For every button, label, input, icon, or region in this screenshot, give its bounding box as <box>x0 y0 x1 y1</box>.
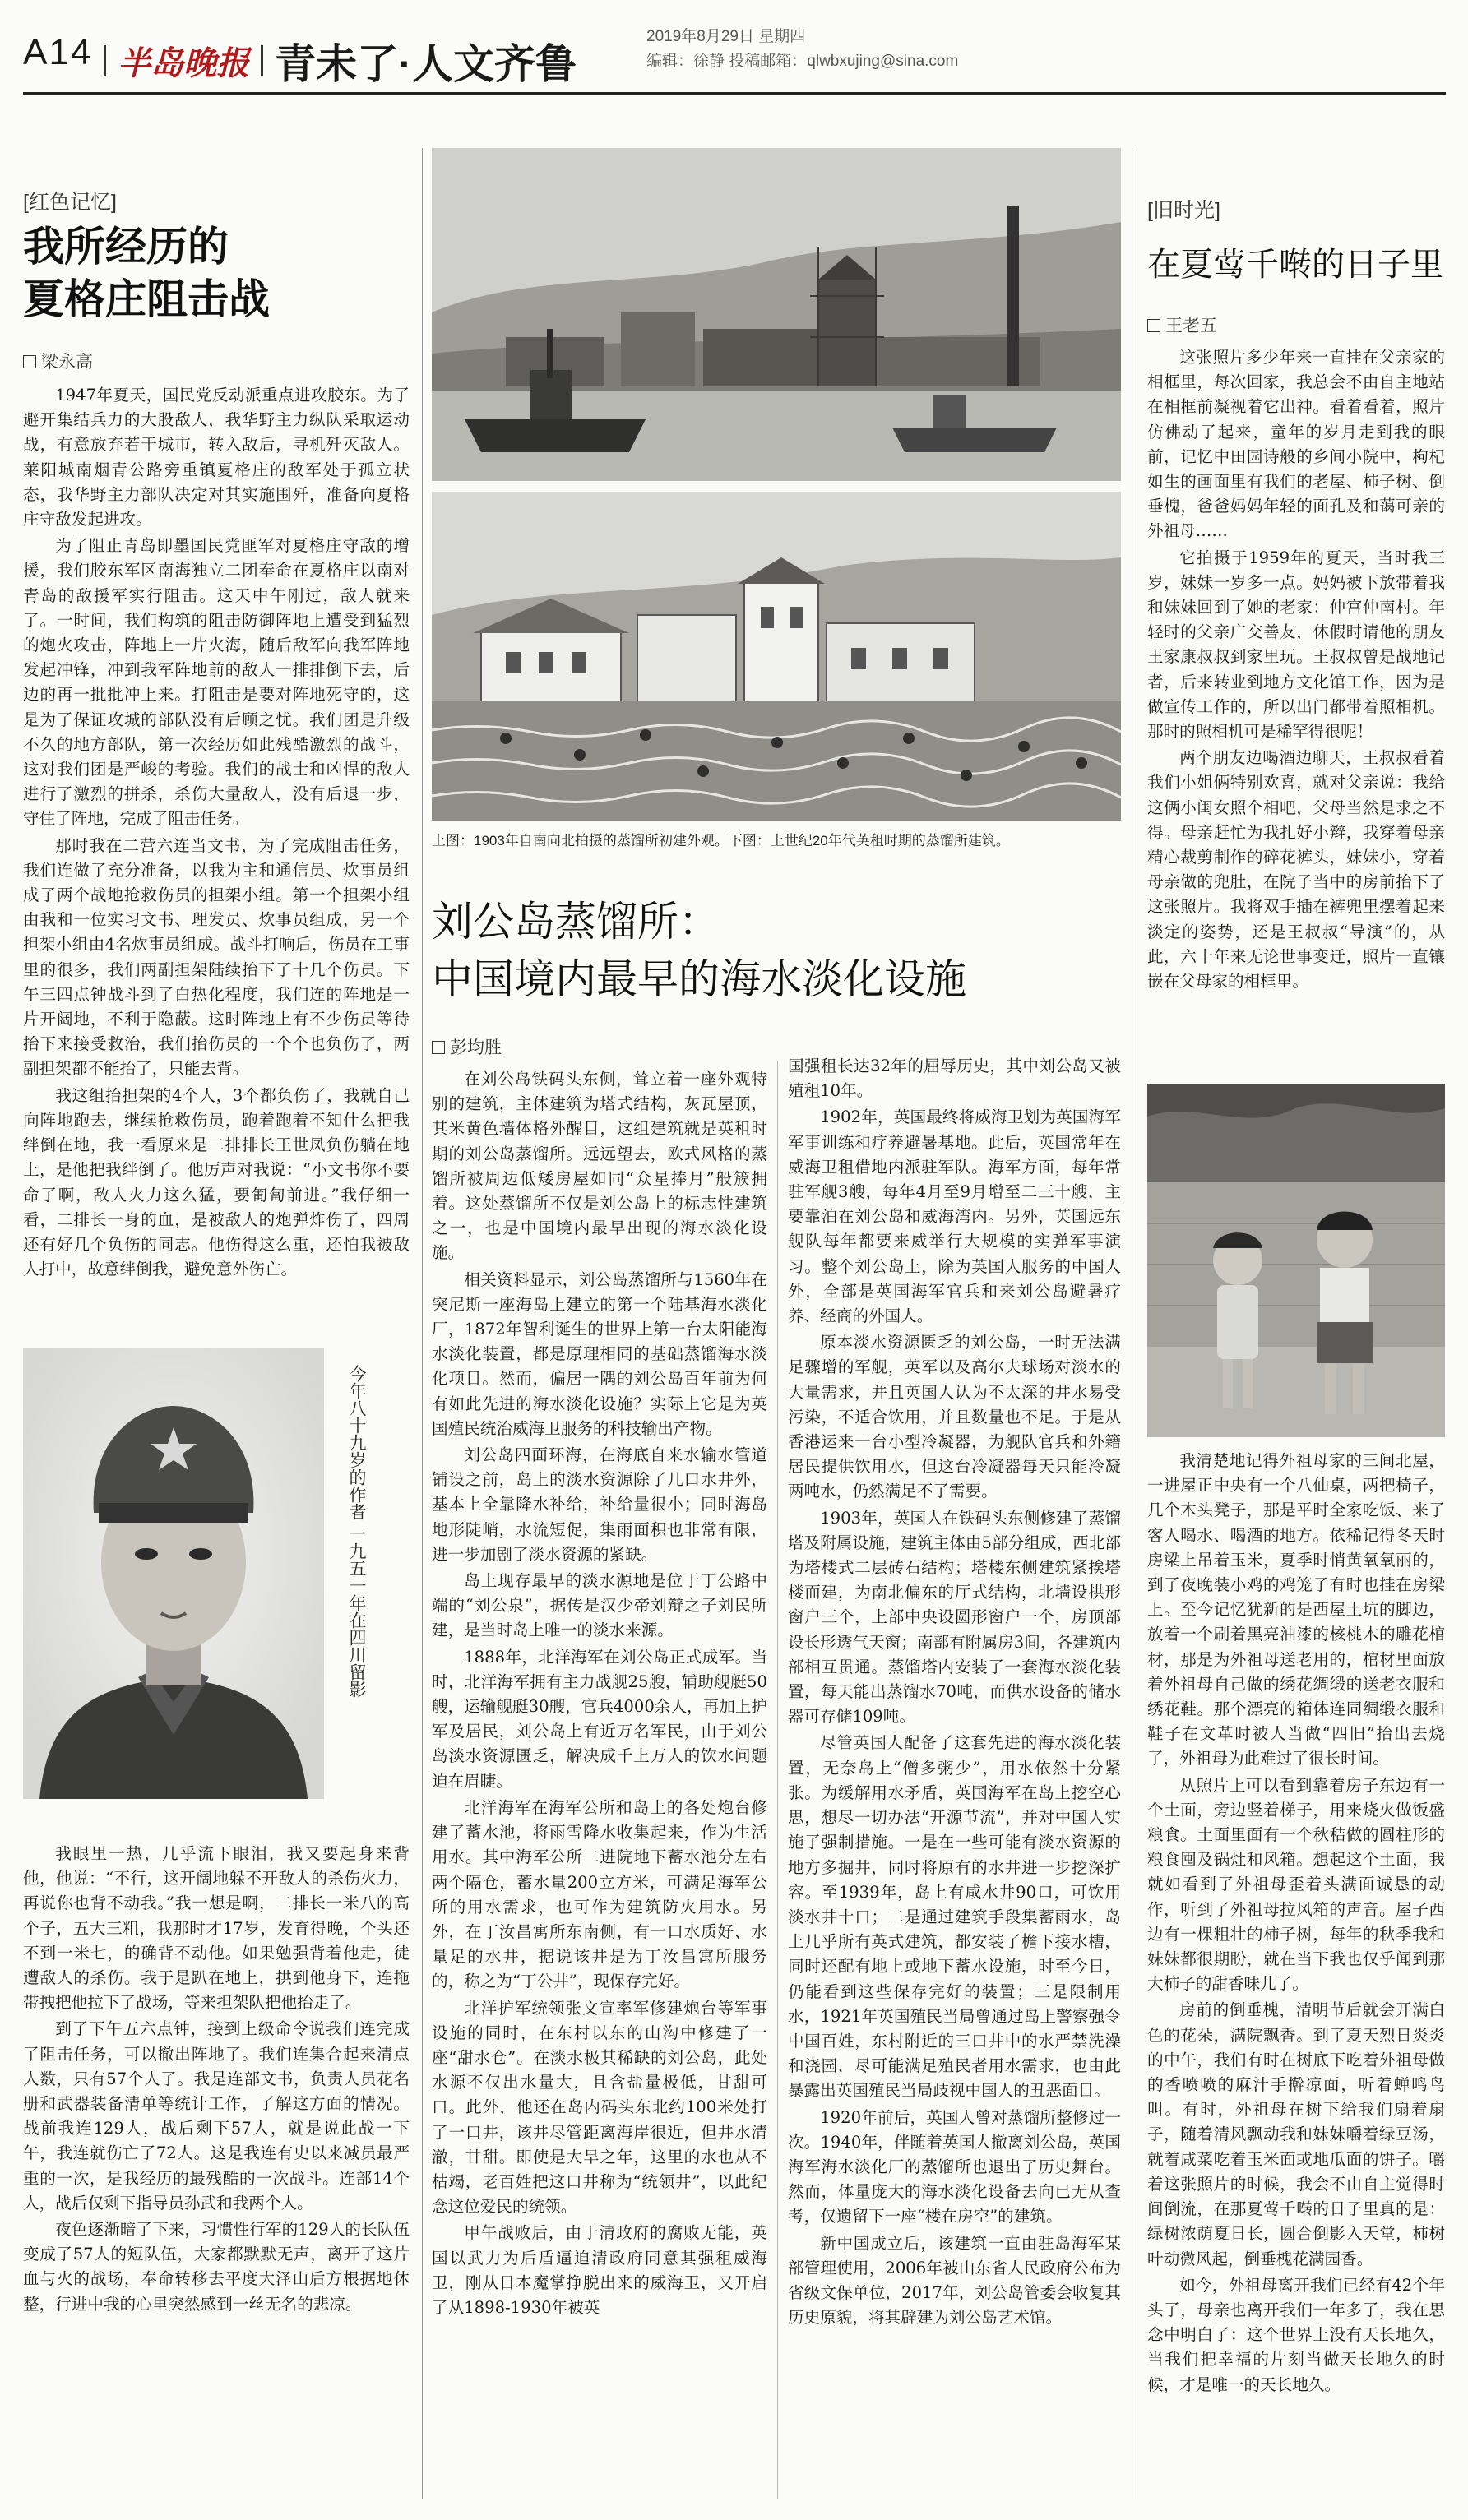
paragraph: 我眼里一热，几乎流下眼泪，我又要起身来背他，他说：“不行，这开阔地躲不开敌人的杀伤火力，再说你也背不动我。”我一想是啊，二排长一米八的高个子，五大三粗，我那时才17岁，发育得晚，个头还不到一米七，的确背不动他。如果勉强背着他走，徒遭敌人的杀伤。我于是趴在地上，拱到他身下，连拖带拽把他拉下了战场，等来担架队把他抬走了。 <box>23 1844 410 2013</box>
paragraph: 房前的倒垂槐，清明节后就会开满白色的花朵，满院飘香。到了夏天烈日炎炎的中午，我们有时在树底下吃着外祖母做的香喷喷的麻汁手擀凉面，听着蝉鸣鸟叫。有时，外祖母在树下给我们扇着扇子，随着清风飘动我和妹妹嚼着绿豆汤，就着咸菜吃着玉米面或地瓜面的饼子。嚼着这张照片的时候，我会不由自主觉得时间倒流，在那夏莺千啭的日子里真的是：绿树浓荫夏日长，圆合倒影入天堂，柿树叶动微风起，倒垂槐花满园香。 <box>1147 2000 1445 2268</box>
historic-photo-1920s <box>432 492 1121 821</box>
paragraph: 两个朋友边喝酒边聊天，王叔叔看着我们小姐俩特别欢喜，就对父亲说：我给这俩小闺女照个相吧，父母当然是求之不得。母亲赶忙为我扎好小辫，我穿着母亲精心裁剪制作的碎花裤头，妹妹小，穿着母亲做的兜肚，在院子当中的房前抬下了这张照片。我将双手插在裤兜里摆着起来淡定的姿势，还是王叔叔“导演”的，从此，六十年来无论世事变迁，照片一直镶嵌在父母家的相框里。 <box>1147 748 1445 992</box>
historic-photo-1903 <box>432 148 1121 481</box>
header-divider <box>104 45 106 76</box>
paragraph: 如今，外祖母离开我们已经有42个年头了，母亲也离开我们一年多了，我在思念中明白了：这个世界上没有天长地久，当我们把幸福的片刻当做天长地久的时候，才是唯一的天长地久。 <box>1147 2275 1445 2394</box>
paragraph: 北洋海军在海军公所和岛上的各处炮台修建了蓄水池，将雨雪降水收集起来，作为生活用水。其中海军公所二进院地下蓄水池分左右两个隔仓，蓄水量200立方米，可满足海军公所的用水需求，也可作为建筑防火用水。另外，在丁汝昌寓所东南侧，有一口水质好、水量足的水井，据说该井是为丁汝昌寓所服务的，称之为“丁公井”，现保存完好。 <box>432 1797 767 1991</box>
editor-line: 编辑：徐静 投稿邮箱：qlwbxujing@sina.com <box>646 53 959 70</box>
photo-caption: 上图：1903年自南向北拍摄的蒸馏所初建外观。下图：上世纪20年代英租时期的蒸馏所建筑。 <box>432 833 1010 848</box>
paragraph: 原本淡水资源匮乏的刘公岛，一时无法满足骤增的军舰，英军以及高尔夫球场对淡水的大量需求，并且英国人认为不太深的井水易受污染，不适合饮用，并且数量也不足。于是从香港运来一台小型冷凝器，为舰队官兵和外籍居民提供饮用水，但这台冷凝器每天只能冷凝两吨水，仍然满足不了需要。 <box>788 1333 1121 1501</box>
paragraph: 尽管英国人配备了这套先进的海水淡化装置，无奈岛上“僧多粥少”，用水依然十分紧张。为缓解用水矛盾，英国海军在岛上挖空心思，想尽一切办法“开源节流”，并对中国人实施了强制措施。一是在一些可能有淡水资源的地方多掘井，同时将原有的水井进一步挖深扩容。至1939年，岛上有咸水井90口，可饮用淡水井十口；二是通过建筑手段集蓄雨水，岛上几乎所有英式建筑，都安装了檐下接水槽，同时还配有地上或地下蓄水设施，时至今日，仍能看到这些保存完好的装置；三是限制用水，1921年英国殖民当局曾通过岛上警察强令中国百姓，东村附近的三口井中的水严禁洗澡和浇园，尽可能满足殖民者用水需求，也由此暴露出英国殖民当局歧视中国人的丑恶面目。 <box>788 1733 1121 2101</box>
paragraph: 1888年，北洋海军在刘公岛正式成军。当时，北洋海军拥有主力战舰25艘，辅助舰艇50艘，运输舰艇30艘，官兵4000余人，再加上护军及居民，刘公岛上有近万名军民，由于刘公岛淡水资源匮乏，解决成千上万人的饮水问题迫在眉睫。 <box>432 1647 767 1791</box>
header-divider <box>261 45 263 76</box>
author-name: 彭均胜 <box>450 1038 502 1057</box>
article-headline: 在夏莺千啭的日子里 <box>1147 247 1443 283</box>
byline-box-icon <box>1147 319 1160 332</box>
article-body-top <box>23 383 410 1304</box>
article-body-col1 <box>432 1067 767 2502</box>
paragraph: 它拍摄于1959年的夏天，当时我三岁，妹妹一岁多一点。妈妈被下放带着我和妹妹回到了她的老家：仲宫仲南村。年轻时的父亲广交善友，休假时请他的朋友王家康叔叔到家里玩。王叔叔曾是战地记者，后来转业到地方文化馆工作，因为是做宣传工作的，所以出门都带着照相机。那时的照相机可是稀罕得很呢！ <box>1147 548 1445 742</box>
article-byline <box>432 1034 502 1059</box>
paragraph: 1902年，英国最终将威海卫划为英国海军军事训练和疗养避暑基地。此后，英国常年在威海卫租借地内派驻军队。海军方面，每年常驻军舰3艘，每年4月至9月增至二三十艘，主要靠泊在刘公岛和威海湾内。另外，英国远东舰队每年都要来威举行大规模的实弹军事演习。整个刘公岛上，除为英国人服务的中国人外，全部是英国海军官兵和来刘公岛避暑疗养、经商的外国人。 <box>788 1107 1121 1326</box>
paragraph: 那时我在二营六连当文书，为了完成阻击任务，我们连做了充分准备，以我为主和通信员、炊事员组成了两个战地抢救伤员的担架小组。第一个担架小组由我和一位实习文书、理发员、炊事员组成，另一个担架小组由4名炊事员组成。战斗打响后，伤员在工事里的很多，我们两副担架陆续抬下了十几个伤员。下午三四点钟战斗到了白热化程度，我们连的阵地是一片开阔地，不利于隐蔽。这时阵地上有不少伤员等待抬下来接受救治，我们抬伤员的一个个也负伤了，两副担架都不能抬了，只能去背。 <box>23 835 410 1079</box>
paragraph: 这张照片多少年来一直挂在父亲家的相框里，每次回家，我总会不由自主地站在相框前凝视着它出神。看着看着，照片仿佛动了起来，童年的岁月走到我的眼前，记忆中田园诗般的乡间小院中，枸杞如生的画面里有我们的老屋、柿子树、倒垂槐，爸爸妈妈年轻的面孔及和蔼可亲的外祖母…… <box>1147 348 1445 541</box>
paragraph: 到了下午五六点钟，接到上级命令说我们连完成了阻击任务，可以撤出阵地了。我们连集合起来清点人数，只有57个人了。我是连部文书，负责人员花名册和武器装备清单等统计工作，了解这方面的情况。战前我连129人，战后剩下57人，就是说此战一下午，我连就伤亡了72人。这是我连有史以来减员最严重的一次，是我经历的最残酷的一次战斗。连部14个人，战后仅剩下指导员孙武和我两个人。 <box>23 2019 410 2213</box>
portrait-caption: 今年八十九岁的作者 一九五一年在四川留影 <box>347 1365 366 1698</box>
masthead <box>23 31 577 90</box>
paragraph: 我清楚地记得外祖母家的三间北屋，一进屋正中央有一个八仙桌，两把椅子，几个木头凳子，那是平时全家吃饭、来了客人喝水、喝酒的地方。依稀记得冬天时房梁上吊着玉米，夏季时悄黄氧氧丽的，到了夜晚装小鸡的鸡笼子有时也挂在房梁上。至今记忆犹新的是西屋土坑的脚边，放着一个刷着黑亮油漆的核桃木的雕花棺材，那是为外祖母送老用的，棺材里面放着外祖母自己做的绣花绸缎的送老衣服和绣花鞋。那个漂亮的箱体连同绸缎衣服和鞋子在文革时被人当做“四旧”抬出去烧了，外祖母为此难过了很长时间。 <box>1147 1451 1445 1769</box>
article-body-col2 <box>788 1054 1121 2502</box>
page-number: A14 <box>23 32 93 73</box>
paragraph: 相关资料显示，刘公岛蒸馏所与1560年在突尼斯一座海岛上建立的第一个陆基海水淡化厂，1872年智利诞生的世界上第一台太阳能海水淡化装置，都是原理相同的基础蒸馏海水淡化项目。然而，偏居一隅的刘公岛百年前为何有如此先进的海水淡化设施？实际上它是为英国殖民统治威海卫服务的科技输出产物。 <box>432 1269 767 1438</box>
article-byline <box>1147 312 1217 337</box>
author-name: 王老五 <box>1165 316 1217 335</box>
headline-line-1: 刘公岛蒸馏所： <box>432 899 720 945</box>
paragraph: 在刘公岛铁码头东侧，耸立着一座外观特别的建筑，主体建筑为塔式结构，灰瓦屋顶，其米黄色墙体格外醒目，这组建筑就是英租时期的刘公岛蒸馏所。远远望去，欧式风格的蒸馏所被周边低矮房屋如同“众星捧月”般簇拥着。这处蒸馏所不仅是刘公岛上的标志性建筑之一，也是中国境内最早出现的海水淡化设施。 <box>432 1070 767 1263</box>
paragraph: 我这组抬担架的4个人，3个都负伤了，我就自己向阵地跑去，继续抢救伤员，跑着跑着不知什么把我绊倒在地，我一看原来是二排排长王世凤负伤躺在地上，是他把我绊倒了。他厉声对我说：“小文书你不要命了啊，敌人火力这么猛，要匍匐前进。”我仔细一看，二排长一身的血，是被敌人的炮弹炸伤了，四周还有好几个负伤的同志。他伤得这么重，还怕我被敌人打中，故意绊倒我，避免意外伤亡。 <box>23 1085 410 1279</box>
paragraph: 刘公岛四面环海，在海底自来水输水管道铺设之前，岛上的淡水资源除了几口水井外，基本上全靠降水补给，补给量很小；同时海岛地形陡峭，水流短促，集雨面积也非常有限，进一步加剧了淡水资源的紧缺。 <box>432 1445 767 1564</box>
author-portrait-photo <box>23 1348 324 1799</box>
byline-box-icon <box>23 355 36 368</box>
article-headline <box>23 220 270 326</box>
author-name: 梁永高 <box>41 352 93 372</box>
paragraph: 国强租长达32年的屈辱历史，其中刘公岛又被殖租10年。 <box>788 1057 1121 1101</box>
headline-line-1: 我所经历的 <box>23 224 229 270</box>
column-divider <box>777 1061 778 2499</box>
paragraph: 为了阻止青岛即墨国民党匪军对夏格庄守敌的增援，我们胶东军区南海独立二团奉命在夏格庄以南对青岛的敌援军实行阻击。这天中午刚过，敌人就来了。一时间，我们构筑的阻击防御阵地上遭受到猛烈的炮火攻击，阵地上一片火海，随后敌军向我军阵地发起冲锋，冲到我军阵地前的敌人一排排倒下去，后边的再一批批冲上来。打阻击是要对阵地死守的，这是为了保证攻城的部队没有后顾之忧。我们团是升级不久的地方部队，第一次经历如此残酷激烈的战斗，这对我们团是严峻的考验。我们的战士和凶悍的敌人进行了激烈的拼杀，杀伤大量敌人，没有后退一步，守住了阵地，完成了阻击任务。 <box>23 536 410 829</box>
section-title: 青未了·人文齐鲁 <box>275 41 577 87</box>
children-photo <box>1147 1084 1445 1437</box>
paragraph: 从照片上可以看到靠着房子东边有一个土面，旁边竖着梯子，用来烧火做饭盛粮食。土面里面有一个秋秸做的圆柱形的粮食囤及锅灶和风箱。想起这个土面，我就如看到了外祖母歪着头满面诚恳的动作，听到了外祖母拉风箱的声音。屋子西边有一棵粗壮的柿子树，每年的秋季我和妹妹都很期盼，就在当下我也仅乎闻到那大柿子的甜香味儿了。 <box>1147 1775 1445 1994</box>
header-meta <box>646 25 958 74</box>
headline-line-2: 中国境内最早的海水淡化设施 <box>432 956 966 1002</box>
date-line: 2019年8月29日 星期四 <box>646 28 806 45</box>
paragraph: 北洋护军统领张文宣率军修建炮台等军事设施的同时，在东村以东的山沟中修建了一座“甜水仓”。在淡水极其稀缺的刘公岛，此处水源不仅出水量大，且含盐量极低，甘甜可口。此外，他还在岛内码头东北约100米处打了一口井，该井尽管距离海岸很近，但井水清澈，甘甜。即使是大旱之年，这里的水也从不枯竭，老百姓把这口井称为“统领井”，以此纪念这位爱民的统领。 <box>432 1998 767 2217</box>
article-body-bottom <box>1147 1449 1445 2501</box>
column-divider <box>422 148 423 2499</box>
article-body-top <box>1147 345 1445 1073</box>
article-headline <box>432 893 966 1008</box>
article-body-bottom <box>23 1842 410 2499</box>
header-rule <box>23 92 1446 95</box>
paragraph: 新中国成立后，该建筑一直由驻岛海军某部管理使用，2006年被山东省人民政府公布为省级文保单位，2017年，刘公岛管委会收复其历史原貌，将其辟建为刘公岛艺术馆。 <box>788 2233 1121 2328</box>
paragraph: 1903年，英国人在铁码头东侧修建了蒸馏塔及附属设施，建筑主体由5部分组成，西北部为塔楼式二层砖石结构；塔楼东侧建筑紧挨塔楼而建，为南北偏东的厅式结构，北墙设拱形窗户三个，上部中央设圆形窗户一个，房顶部设长形透气天窗；南部有附属房3间，各建筑内部相互贯通。蒸馏塔内安装了一套海水淡化装置，每天能出蒸馏水70吨，而供水设备的储水器可存储109吨。 <box>788 1508 1121 1727</box>
headline-line-2: 夏格庄阻击战 <box>23 276 270 322</box>
article-kicker: [旧时光] <box>1147 199 1220 222</box>
article-kicker: [红色记忆] <box>23 191 117 214</box>
byline-box-icon <box>432 1041 445 1054</box>
paragraph: 岛上现存最早的淡水源地是位于丁公路中端的“刘公泉”，据传是汉少帝刘辩之子刘民所建，是当时岛上唯一的淡水来源。 <box>432 1571 767 1640</box>
paragraph: 甲午战败后，由于清政府的腐败无能，英国以武力为后盾逼迫清政府同意其强租威海卫，刚从日本魔掌挣脱出来的威海卫，又开启了从1898-1930年被英 <box>432 2223 767 2317</box>
newspaper-logo: 半岛晚报 <box>118 45 250 82</box>
paragraph: 夜色逐渐暗了下来，习惯性行军的129人的长队伍变成了57人的短队伍，大家都默默无声，离开了这片血与火的战场，奉命转移去平度大泽山后方根据地休整，行进中我的心里突然感到一丝无名的悲凉。 <box>23 2220 410 2314</box>
paragraph: 1947年夏天，国民党反动派重点进攻胶东。为了避开集结兵力的大股敌人，我华野主力纵队采取运动战，有意放弃若干城市，转入敌后，寻机歼灭敌人。莱阳城南烟青公路旁重镇夏格庄的敌军处于孤立状态，我华野主力部队决定对其实施围歼，准备向夏格庄守敌发起进攻。 <box>23 386 410 529</box>
paragraph: 1920年前后，英国人曾对蒸馏所整修过一次。1940年，伴随着英国人撤离刘公岛，英国海军海水淡化厂的蒸馏所也退出了历史舞台。然而，体量庞大的海水淡化设备去向已无从查考，仅遗留下一座“楼在房空”的建筑。 <box>788 2107 1121 2226</box>
article-byline <box>23 349 93 373</box>
